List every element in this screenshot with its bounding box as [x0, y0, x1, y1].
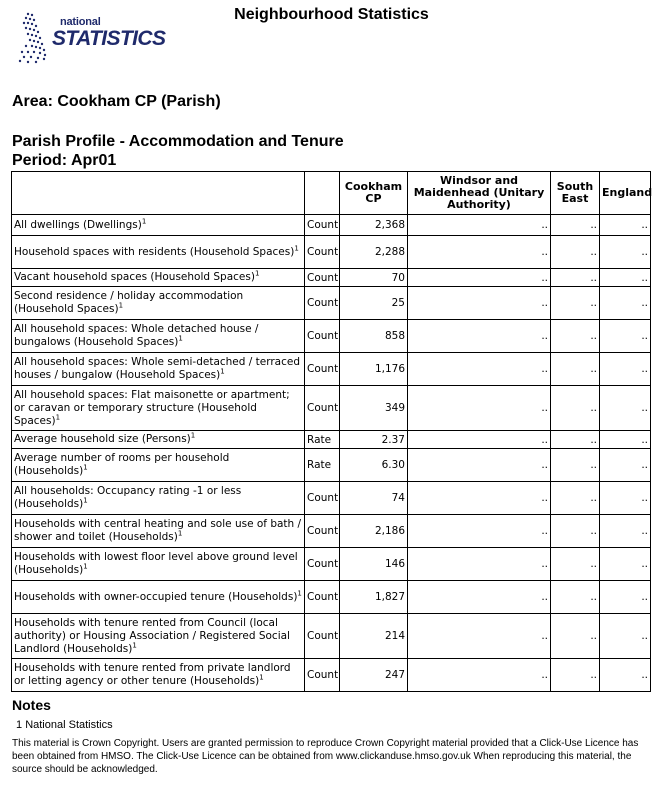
footnote-marker: 1 [177, 529, 183, 538]
table-row [12, 236, 651, 269]
row-comparison-value: .. [408, 449, 551, 482]
footnote-marker: 1 [83, 463, 88, 472]
national-statistics-logo [14, 10, 164, 70]
row-value: 247 [340, 659, 408, 692]
uk-map-icon [14, 10, 50, 66]
row-comparison-value: .. [551, 614, 600, 659]
row-value: 2.37 [340, 431, 408, 449]
row-comparison-value: .. [551, 515, 600, 548]
row-comparison-value: .. [408, 236, 551, 269]
area-heading: Area: Cookham CP (Parish) [12, 93, 221, 110]
row-label-text: Households with tenure rented from Council (local authority) or Housing Association / Registered Social Landlord (Households) [14, 616, 290, 655]
row-label [12, 515, 305, 548]
row-label-text: Second residence / holiday accommodation (Household Spaces) [14, 290, 244, 315]
footnote-marker: 1 [178, 334, 183, 343]
row-unit: Rate [305, 449, 340, 482]
period-label: Period: Apr01 [12, 152, 117, 169]
table-row [12, 386, 651, 431]
row-label [12, 548, 305, 581]
row-unit: Count [305, 614, 340, 659]
row-comparison-value: .. [408, 320, 551, 353]
row-comparison-value: .. [408, 614, 551, 659]
row-comparison-value: .. [600, 353, 651, 386]
row-comparison-value: .. [551, 287, 600, 320]
footnote-marker: 1 [294, 244, 299, 252]
row-value: 25 [340, 287, 408, 320]
row-label [12, 581, 305, 614]
row-comparison-value: .. [600, 482, 651, 515]
row-comparison-value: .. [600, 386, 651, 431]
footnote-marker: 1 [83, 562, 88, 571]
row-comparison-value: .. [408, 353, 551, 386]
row-comparison-value: .. [408, 386, 551, 431]
table-row [12, 353, 651, 386]
row-comparison-value: .. [408, 431, 551, 449]
footnote-marker: 1 [297, 589, 302, 597]
row-value: 858 [340, 320, 408, 353]
note-number: 1 [16, 719, 23, 731]
row-comparison-value: .. [551, 269, 600, 287]
row-comparison-value: .. [600, 320, 651, 353]
row-value: 2,186 [340, 515, 408, 548]
row-value: 74 [340, 482, 408, 515]
row-comparison-value: .. [600, 659, 651, 692]
row-label-text: Average household size (Persons) [14, 433, 191, 445]
table-row [12, 269, 651, 287]
row-comparison-value: .. [408, 482, 551, 515]
footnote-marker: 1 [220, 367, 225, 376]
note-text: National Statistics [25, 719, 113, 731]
row-comparison-value: .. [551, 659, 600, 692]
footnote-marker: 1 [118, 301, 124, 310]
row-unit: Count [305, 548, 340, 581]
table-row [12, 287, 651, 320]
row-label-text: All dwellings (Dwellings) [14, 218, 142, 231]
column-header: South East [551, 172, 600, 215]
row-comparison-value: .. [551, 320, 600, 353]
table-row [12, 614, 651, 659]
header-blank-label [12, 172, 305, 215]
row-comparison-value: .. [408, 287, 551, 320]
notes-heading: Notes [12, 697, 51, 713]
row-unit: Count [305, 581, 340, 614]
row-label [12, 482, 305, 515]
row-label-text: Household spaces with residents (Household Spaces) [14, 245, 295, 258]
row-label [12, 386, 305, 431]
footnote-marker: 1 [190, 431, 196, 440]
row-label [12, 269, 305, 287]
row-value: 349 [340, 386, 408, 431]
logo-text-big: STATISTICS [52, 27, 166, 50]
profile-title: Parish Profile - Accommodation and Tenure [12, 133, 344, 150]
row-unit: Count [305, 353, 340, 386]
row-label [12, 614, 305, 659]
row-label-text: Households with central heating and sole use of bath / shower and toilet (Households) [14, 518, 302, 543]
row-comparison-value: .. [551, 449, 600, 482]
row-label [12, 353, 305, 386]
row-comparison-value: .. [600, 449, 651, 482]
header-blank-unit [305, 172, 340, 215]
column-header: England [600, 172, 651, 215]
row-label-text: Households with tenure rented from private landlord or letting agency or other tenure (Households) [14, 662, 291, 687]
row-label-text: All households: Occupancy rating -1 or less (Households) [14, 485, 242, 510]
row-label [12, 431, 305, 449]
row-label-text: Households with owner-occupied tenure (Households) [14, 590, 298, 603]
row-comparison-value: .. [408, 515, 551, 548]
footnote-marker: 1 [132, 641, 137, 649]
copyright-text: This material is Crown Copyright. Users are granted permission to reproduce Crown Copyright material provided that a Click-Use Licence has been obtained from HMSO. The Click-Use Licence can be obtained from www.clickanduse.hmso.gov.uk When reproducing this material, the source should be acknowledged. [12, 738, 639, 775]
row-comparison-value: .. [551, 236, 600, 269]
row-comparison-value: .. [600, 236, 651, 269]
row-value: 146 [340, 548, 408, 581]
row-comparison-value: .. [551, 581, 600, 614]
note-item [16, 719, 113, 731]
logo-text-small: national [60, 16, 101, 28]
table-header-row [12, 172, 651, 215]
row-unit: Count [305, 386, 340, 431]
footnote-marker: 1 [141, 217, 147, 225]
row-label-text: All household spaces: Whole semi-detached / terraced houses / bungalow (Household Spaces) [14, 356, 301, 381]
row-comparison-value: .. [408, 548, 551, 581]
table-row [12, 320, 651, 353]
row-unit: Count [305, 659, 340, 692]
row-comparison-value: .. [551, 386, 600, 431]
column-header: Cookham CP [340, 172, 408, 215]
row-unit: Count [305, 269, 340, 287]
row-label-text: Vacant household spaces (Household Spaces) [14, 271, 255, 283]
row-value: 2,368 [340, 215, 408, 236]
row-label [12, 659, 305, 692]
row-unit: Count [305, 287, 340, 320]
page-title: Neighbourhood Statistics [234, 6, 429, 23]
table-row [12, 515, 651, 548]
row-label [12, 320, 305, 353]
row-label-text: All household spaces: Whole detached house / bungalows (Household Spaces) [14, 323, 259, 348]
table-row [12, 548, 651, 581]
row-comparison-value: .. [408, 269, 551, 287]
row-comparison-value: .. [600, 515, 651, 548]
table-row [12, 659, 651, 692]
row-comparison-value: .. [551, 482, 600, 515]
row-comparison-value: .. [600, 581, 651, 614]
row-comparison-value: .. [600, 215, 651, 236]
profile-heading [12, 132, 344, 170]
row-unit: Count [305, 515, 340, 548]
row-comparison-value: .. [600, 548, 651, 581]
row-label-text: All household spaces: Flat maisonette or apartment; or caravan or temporary structure (Household Spaces) [14, 388, 290, 427]
row-comparison-value: .. [600, 269, 651, 287]
table-row [12, 449, 651, 482]
row-value: 70 [340, 269, 408, 287]
row-comparison-value: .. [600, 614, 651, 659]
row-unit: Count [305, 236, 340, 269]
table-row [12, 482, 651, 515]
table-row [12, 581, 651, 614]
row-comparison-value: .. [408, 659, 551, 692]
row-comparison-value: .. [600, 431, 651, 449]
row-unit: Count [305, 215, 340, 236]
row-unit: Count [305, 320, 340, 353]
row-value: 1,176 [340, 353, 408, 386]
row-comparison-value: .. [551, 431, 600, 449]
row-comparison-value: .. [408, 581, 551, 614]
row-comparison-value: .. [551, 215, 600, 236]
footnote-marker: 1 [83, 496, 88, 505]
table-row [12, 431, 651, 449]
row-label [12, 449, 305, 482]
footnote-marker: 1 [259, 673, 264, 682]
row-label-text: Households with lowest floor level above ground level (Households) [14, 551, 298, 576]
row-comparison-value: .. [600, 287, 651, 320]
row-value: 6.30 [340, 449, 408, 482]
row-value: 2,288 [340, 236, 408, 269]
row-comparison-value: .. [408, 215, 551, 236]
row-comparison-value: .. [551, 353, 600, 386]
row-label [12, 287, 305, 320]
footnote-marker: 1 [55, 413, 61, 421]
row-value: 1,827 [340, 581, 408, 614]
row-label-text: Average number of rooms per household (Households) [14, 452, 230, 477]
column-header: Windsor and Maidenhead (Unitary Authority) [408, 172, 551, 215]
footnote-marker: 1 [254, 269, 260, 278]
table-row [12, 215, 651, 236]
statistics-table [11, 171, 651, 692]
row-unit: Rate [305, 431, 340, 449]
row-label [12, 236, 305, 269]
row-comparison-value: .. [551, 548, 600, 581]
row-label [12, 215, 305, 236]
row-value: 214 [340, 614, 408, 659]
row-unit: Count [305, 482, 340, 515]
